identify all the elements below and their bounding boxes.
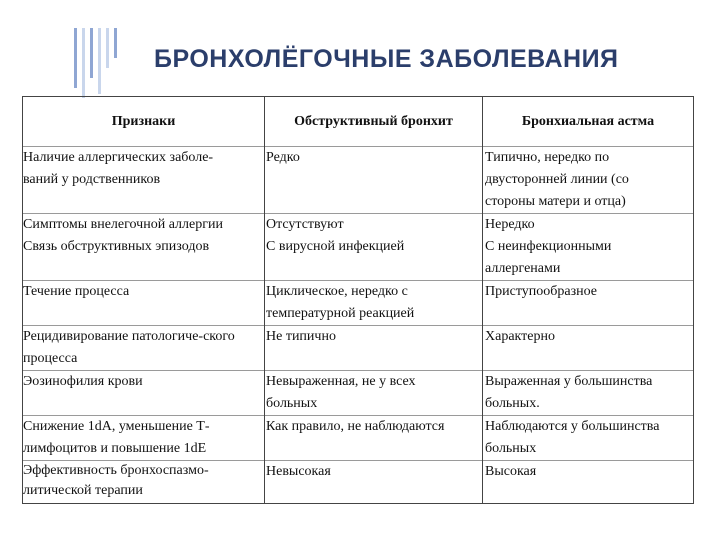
header-bronchial-asthma: Бронхиальная астма bbox=[483, 97, 694, 147]
comparison-table bbox=[22, 96, 694, 504]
row-asthma: Приступообразное bbox=[485, 284, 597, 299]
row-bronchitis: Редко bbox=[266, 150, 300, 165]
decorative-stripes bbox=[60, 28, 130, 103]
row-sign: Эффективность бронхоспазмо-литической терапии bbox=[23, 463, 209, 498]
row-bronchitis: Как правило, не наблюдаются bbox=[266, 419, 445, 434]
table-row bbox=[23, 281, 694, 326]
row-sign: Эозинофилия крови bbox=[23, 374, 143, 389]
table-row bbox=[23, 416, 694, 461]
table-row bbox=[23, 147, 694, 214]
row-bronchitis: Циклическое, нередко с температурной реакцией bbox=[266, 284, 415, 321]
row-sign: Симптомы внелегочной аллергии bbox=[23, 217, 223, 232]
row-asthma: С неинфекционными аллергенами bbox=[485, 239, 612, 276]
header-obstructive-bronchitis: Обструктивный бронхит bbox=[265, 97, 483, 147]
row-asthma: Характерно bbox=[485, 329, 555, 344]
table-row bbox=[23, 236, 694, 281]
row-asthma: Наблюдаются у большинства больных bbox=[485, 419, 660, 456]
row-sign: Течение процесса bbox=[23, 284, 130, 299]
header-signs: Признаки bbox=[23, 97, 265, 147]
table-row bbox=[23, 326, 694, 371]
table-row bbox=[23, 371, 694, 416]
table-header-row bbox=[23, 97, 694, 147]
row-bronchitis: Отсутствуют bbox=[266, 217, 344, 232]
row-sign: Рецидивирование патологиче-ского процесса bbox=[23, 329, 235, 366]
row-asthma: Выраженная у большинства больных. bbox=[485, 374, 653, 411]
row-bronchitis: Невысокая bbox=[266, 464, 331, 479]
row-asthma: Типично, нередко по двусторонней линии (со стороны матери и отца) bbox=[485, 150, 629, 209]
table-row bbox=[23, 461, 694, 504]
row-asthma: Нередко bbox=[485, 217, 535, 232]
row-sign: Связь обструктивных эпизодов bbox=[23, 239, 210, 254]
row-bronchitis: С вирусной инфекцией bbox=[266, 239, 405, 254]
page-title: БРОНХОЛЁГОЧНЫЕ ЗАБОЛЕВАНИЯ bbox=[154, 45, 619, 73]
row-sign: Снижение 1dA, уменьшение Т-лимфоцитов и повышение 1dE bbox=[23, 419, 210, 456]
row-bronchitis: Не типично bbox=[266, 329, 336, 344]
row-asthma: Высокая bbox=[485, 464, 537, 479]
row-sign: Наличие аллергических заболе-ваний у родственников bbox=[23, 150, 214, 187]
table-row bbox=[23, 214, 694, 237]
row-bronchitis: Невыраженная, не у всех больных bbox=[266, 374, 416, 411]
